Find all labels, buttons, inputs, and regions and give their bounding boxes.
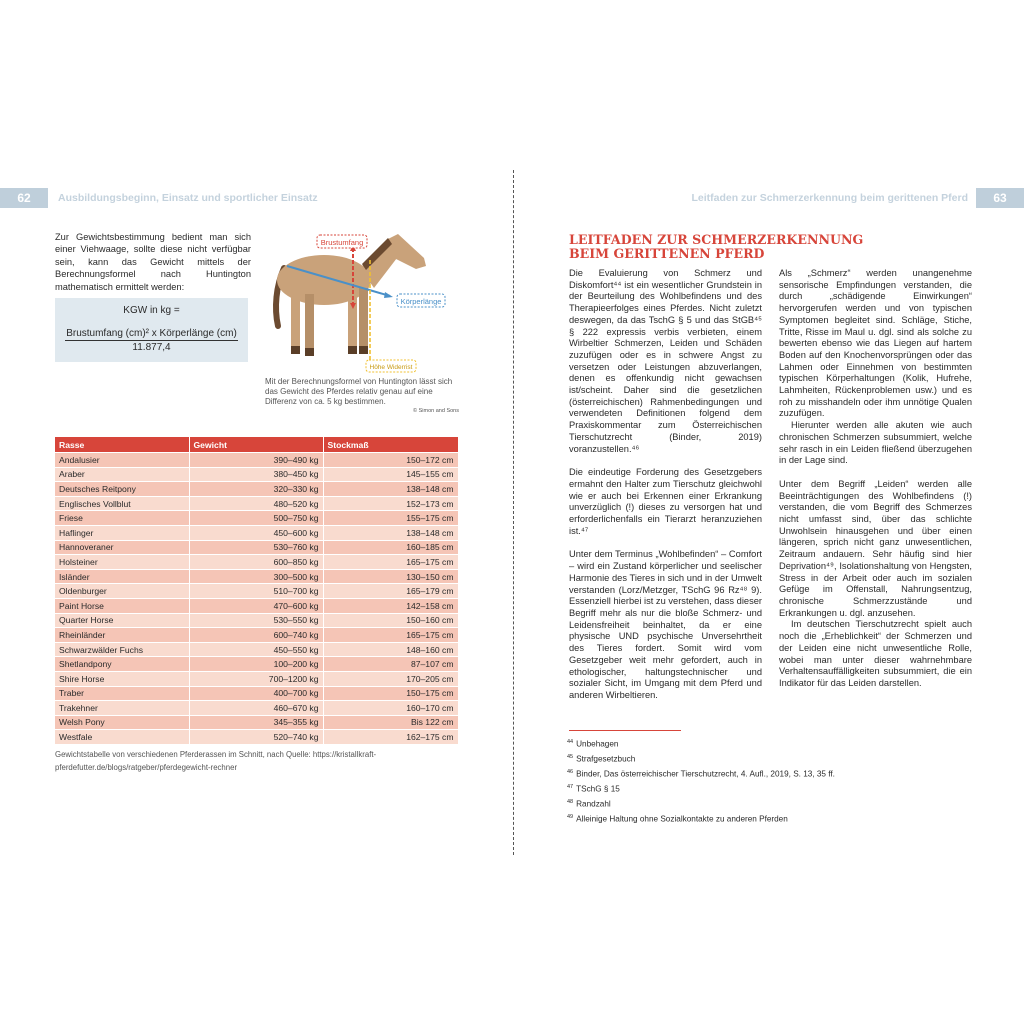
text-column-right [779,268,972,690]
table-row [55,569,458,584]
paragraph: Hierunter werden alle akuten wie auch chronischen Schmerzen subsummiert, welche sehr rasch in ein Leiden fließend überzugehen in der Lage sind. [779,420,972,466]
paragraph: Unter dem Begriff „Leiden“ werden alle Beeinträchtigungen des Wohlbefindens (!) verstanden, die vom Begriff des Schmerzes nicht umfasst sind, über das schlichte Unwohlsein hinausgehen und über einen längeren, sprich nicht ganz unwesentlichen, Zeitraum andauern. Sehr häufig sind hier Deprivation⁴⁹, Isolationshaltung von Hengsten, Stress in der Arbeit oder auch im sozialen Gefüge im Offenstall, Nahrungsentzug, chronische Schmerzzustände und Erkrankungen u. dgl. anzusehen. [779,478,972,618]
table-row [55,701,458,716]
table-row [55,525,458,540]
cell-weight: 320–330 kg [189,482,323,497]
cell-breed: Rheinländer [55,628,189,643]
footnote-number: 45 [567,753,574,760]
cell-breed: Schwarzwälder Fuchs [55,642,189,657]
paragraph: Im deutschen Tierschutzrecht spielt auch noch die „Erheblichkeit“ der Schmerzen und der Leiden eine nicht unwesentliche Rolle, wobei man unter dieser wahrnehmbare Verhaltensauffälligkeiten subsummiert, die ein Indikator für das Leiden darstellen. [779,619,972,688]
cell-breed: Hannoveraner [55,540,189,555]
cell-height: 162–175 cm [323,730,458,744]
table-row [55,628,458,643]
label-withers-height: Höhe Widerrist [369,364,413,371]
cell-breed: Araber [55,467,189,482]
cell-breed: Holsteiner [55,555,189,570]
table-row [55,730,458,744]
formula-denominator: 11.877,4 [132,342,171,353]
page-number-left: 62 [0,188,48,208]
cell-weight: 600–740 kg [189,628,323,643]
cell-breed: Isländer [55,569,189,584]
cell-breed: Paint Horse [55,598,189,613]
table-row [55,598,458,613]
cell-height: 150–172 cm [323,453,458,468]
cell-height: 160–170 cm [323,701,458,716]
cell-breed: Shire Horse [55,671,189,686]
paragraph: Die eindeutige Forderung des Gesetzgebers ermahnt den Halter zum Tierschutz gleichwohl wie er auch bei Erkennen einer Erkrankung unverzüglich (!) dieses zu versorgen hat und erforderlichenfalls ein Tierarzt heranzuziehen ist.⁴⁷ [569,467,762,536]
cell-height: 165–179 cm [323,584,458,599]
footnote [567,781,835,796]
cell-weight: 480–520 kg [189,496,323,511]
footnote-rule [569,730,681,731]
table-row [55,584,458,599]
table-row [55,671,458,686]
header-title-left: Ausbildungsbeginn, Einsatz und sportlicher Einsatz [58,192,318,204]
table-row [55,613,458,628]
table-row [55,511,458,526]
cell-height: 148–160 cm [323,642,458,657]
footnote [567,751,835,766]
footnote-text: TSchG § 15 [576,784,620,794]
cell-height: 165–175 cm [323,628,458,643]
cell-breed: Westfale [55,730,189,744]
cell-height: 152–173 cm [323,496,458,511]
table-body [55,453,458,744]
column-header-height: Stockmaß [323,437,458,453]
cell-breed: Haflinger [55,525,189,540]
table-row [55,642,458,657]
cell-weight: 450–600 kg [189,525,323,540]
cell-weight: 470–600 kg [189,598,323,613]
column-header-weight: Gewicht [189,437,323,453]
cell-weight: 700–1200 kg [189,671,323,686]
formula-box [55,298,248,362]
page-gutter-divider [513,170,514,855]
cell-height: 145–155 cm [323,467,458,482]
footnotes [567,736,835,826]
cell-breed: Oldenburger [55,584,189,599]
footnote-text: Alleinige Haltung ohne Sozialkontakte zu anderen Pferden [576,814,788,824]
text-column-left [569,268,762,714]
cell-height: 170–205 cm [323,671,458,686]
cell-weight: 390–490 kg [189,453,323,468]
cell-height: 155–175 cm [323,511,458,526]
paragraph: Die Evaluierung von Schmerz und Diskomfort⁴⁴ ist ein wesentlicher Grundstein in der Beurteilung des Wohlbefindens und des Therapieerfolges eines Pferdes. Nicht zuletzt deswegen, da das TschG § 5 und das StGB⁴⁵ § 222 expressis verbis verbieten, einem Wirbeltier Schmerzen, Leiden und Schäden zuzufügen oder es in schwere Angst zu versetzen oder Leistungen abzuverlangen, denen es offenkundig nicht gewachsen ist/scheint. Daher sind die gesetzlichen (österreichischen) Rahmenbedingungen und verwendeten Definitionen folgend dem Praxiskommentar zum Österreichischen Tierschutzrecht (Binder, 2019) voranzustellen.⁴⁶ [569,268,762,454]
table-row [55,715,458,730]
footnote-number: 44 [567,739,574,745]
cell-weight: 380–450 kg [189,467,323,482]
cell-weight: 530–760 kg [189,540,323,555]
footnote [567,766,835,781]
footnote [567,796,835,811]
cell-breed: Shetlandpony [55,657,189,672]
table-row [55,555,458,570]
footnote-text: Strafgesetzbuch [576,754,636,764]
table-caption: Gewichtstabelle von verschiedenen Pferderassen im Schnitt, nach Quelle: https://kristallkraft-pferdefutter.de/blogs/ratgeber/pferdegewicht-rechner [55,750,377,772]
cell-height: 130–150 cm [323,569,458,584]
running-header-left [0,188,318,208]
formula-numerator: Brustumfang (cm)² x Körperlänge (cm) [66,328,237,339]
section-title-line-1: LEITFADEN ZUR SCHMERZERKENNUNG [569,232,864,247]
cell-breed: Deutsches Reitpony [55,482,189,497]
cell-breed: Trakehner [55,701,189,716]
cell-height: 150–175 cm [323,686,458,701]
column-header-breed: Rasse [55,437,189,453]
cell-breed: Englisches Vollblut [55,496,189,511]
running-header-right [691,188,1024,208]
cell-breed: Quarter Horse [55,613,189,628]
cell-weight: 500–750 kg [189,511,323,526]
illustration-caption [265,377,459,415]
horse-weight-table [55,437,459,744]
cell-breed: Traber [55,686,189,701]
illustration-caption-text: Mit der Berechnungsformel von Huntington lässt sich das Gewicht des Pferdes relativ genau auf eine Differenz von ca. 5 kg bestimmen. [265,377,453,406]
label-chest-girth: Brustumfang [320,238,364,247]
cell-weight: 400–700 kg [189,686,323,701]
cell-height: 160–185 cm [323,540,458,555]
table-header-row [55,437,458,453]
paragraph: Unter dem Terminus „Wohlbefinden“ – Comfort – wird ein Zustand körperlicher und seelischer Harmonie des Tieres in sich und in der Umwelt verstanden (Lorz/Metzger, TSchG 96 Rz⁴⁸ 9). Essenziell hierbei ist zu verstehen, dass dieser Begriff mehr als nur die bloße Schmerz- und Leidensfreiheit beinhaltet, da er eine physische UND psychische Unversehrtheit des Tieres fordert. Somit wird vom Gesetzgeber weit mehr gefordert, auch in ethologischer, haltungstechnischer und sozialer Sicht, im Umgang mit dem Pferd und anderen Wirbeltieren. [569,549,762,700]
cell-weight: 510–700 kg [189,584,323,599]
footnote [567,736,835,751]
horse-measurement-illustration [262,228,460,374]
page-number-right: 63 [976,188,1024,208]
cell-height: 87–107 cm [323,657,458,672]
cell-height: 165–175 cm [323,555,458,570]
section-title [569,233,863,261]
cell-weight: 100–200 kg [189,657,323,672]
footnote-text: Randzahl [576,799,611,809]
cell-breed: Friese [55,511,189,526]
header-title-right: Leitfaden zur Schmerzerkennung beim gerittenen Pferd [691,192,968,204]
table-row [55,657,458,672]
footnote-text: Binder, Das österreichischer Tierschutzrecht, 4. Aufl., 2019, S. 13, 35 ff. [576,769,835,779]
intro-paragraph: Zur Gewichtsbestimmung bedient man sich einer Viehwaage, sollte diese nicht verfügbar sein, kann das Gewicht mittels der Berechnungsformel nach Huntington mathematisch ermittelt werden: [55,232,251,292]
photo-credit: © Simon and Sons [413,408,459,414]
table-row [55,482,458,497]
cell-weight: 450–550 kg [189,642,323,657]
table-row [55,467,458,482]
cell-height: 142–158 cm [323,598,458,613]
footnote-number: 46 [567,768,574,775]
cell-height: Bis 122 cm [323,715,458,730]
cell-weight: 530–550 kg [189,613,323,628]
cell-weight: 345–355 kg [189,715,323,730]
table-row [55,453,458,468]
cell-height: 138–148 cm [323,482,458,497]
paragraph: Als „Schmerz“ werden unangenehme sensorische Empfindungen verstanden, die durch „schädigende Einwirkungen“ hervorgerufen werden und von typischen Symptomen begleitet sind. Schläge, Stiche, Tritte, Risse im Maul u. dgl. sind als solche zu bewerten ebenso wie das Liegen auf hartem Boden auf den Knochenvorsprüngen oder das Lahmen oder Einnehmen von bestimmten typischen Körperhaltungen (Kolik, Hufrehe, Lahmheiten, Rückenproblemen usw.) und es roh zu misshandeln oder ihm unnötige Qualen zuzufügen. [779,268,972,419]
formula-line: KGW in kg = [123,305,180,316]
cell-height: 138–148 cm [323,525,458,540]
cell-breed: Welsh Pony [55,715,189,730]
cell-height: 150–160 cm [323,613,458,628]
footnote [567,811,835,826]
table-row [55,686,458,701]
cell-breed: Andalusier [55,453,189,468]
footnote-number: 49 [567,813,574,820]
section-title-line-2: BEIM GERITTENEN PFERD [569,246,765,261]
footnote-number: 47 [567,783,574,790]
cell-weight: 520–740 kg [189,730,323,744]
cell-weight: 600–850 kg [189,555,323,570]
footnote-number: 48 [567,798,574,805]
footnote-text: Unbehagen [576,739,619,749]
label-body-length: Körperlänge [400,297,442,306]
cell-weight: 460–670 kg [189,701,323,716]
cell-weight: 300–500 kg [189,569,323,584]
table-row [55,496,458,511]
table-row [55,540,458,555]
